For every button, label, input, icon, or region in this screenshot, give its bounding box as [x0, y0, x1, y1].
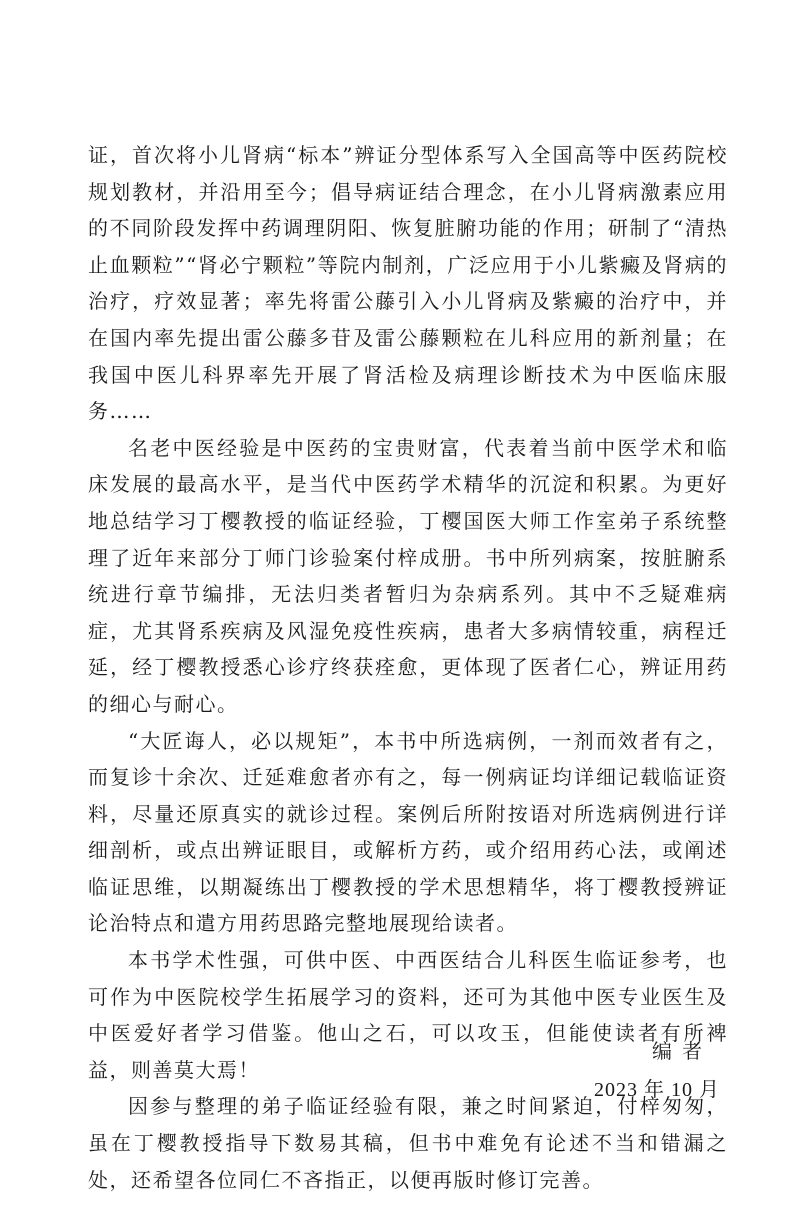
signature-block [420, 1033, 720, 1108]
paragraph-acknowledgement: 因参与整理的弟子临证经验有限，兼之时间紧迫，付梓匆匆，虽在丁樱教授指导下数易其稿，但书中难免有论述不当和错漏之处，还希望各位同仁不吝指正，以便再版时修订完善。 [88, 1094, 728, 1192]
paragraph-continuation: 证，首次将小儿肾病“标本”辨证分型体系写入全国高等中医药院校规划教材，并沿用至今；倡导病证结合理念，在小儿肾病激素应用的不同阶段发挥中药调理阴阳、恢复脏腑功能的作用；研制了“清热止血颗粒”“肾必宁颗粒”等院内制剂，广泛应用于小儿紫癜及肾病的治疗，疗效显著；率先将雷公藤引入小儿肾病及紫癜的治疗中，并在国内率先提出雷公藤多苷及雷公藤颗粒在儿科应用的新剂量；在我国中医儿科界率先开展了肾活检及病理诊断技术为中医临床服务…… [88, 143, 728, 424]
signature-author: 编者 [652, 1039, 712, 1063]
signature-date: 2023 年 10 月 [594, 1079, 720, 1101]
paragraph-audience: 本书学术性强，可供中医、中西医结合儿科医生临证参考，也可作为中医院校学生拓展学习的资料，还可为其他中医专业医生及中医爱好者学习借鉴。他山之石，可以攻玉，但能使读者有所裨益，则善莫大焉！ [88, 948, 728, 1082]
paragraph-case-selection: “大匠诲人，必以规矩”，本书中所选病例，一剂而效者有之，而复诊十余次、迁延难愈者亦有之，每一例病证均详细记载临证资料，尽量还原真实的就诊过程。案例后所附按语对所选病例进行详细剖析，或点出辨证眼目，或解析方药，或介绍用药心法，或阐述临证思维，以期凝练出丁樱教授的学术思想精华，将丁樱教授辨证论治特点和遣方用药思路完整地展现给读者。 [88, 728, 728, 936]
paragraph-experience: 名老中医经验是中医药的宝贵财富，代表着当前中医学术和临床发展的最高水平，是当代中医药学术精华的沉淀和积累。为更好地总结学习丁樱教授的临证经验，丁樱国医大师工作室弟子系统整理了近年来部分丁师门诊验案付梓成册。书中所列病案，按脏腑系统进行章节编排，无法归类者暂归为杂病系列。其中不乏疑难病症，尤其肾系疾病及风湿免疫性疾病，患者大多病情较重，病程迁延，经丁樱教授悉心诊疗终获痊愈，更体现了医者仁心，辨证用药的细心与耐心。 [88, 435, 728, 716]
